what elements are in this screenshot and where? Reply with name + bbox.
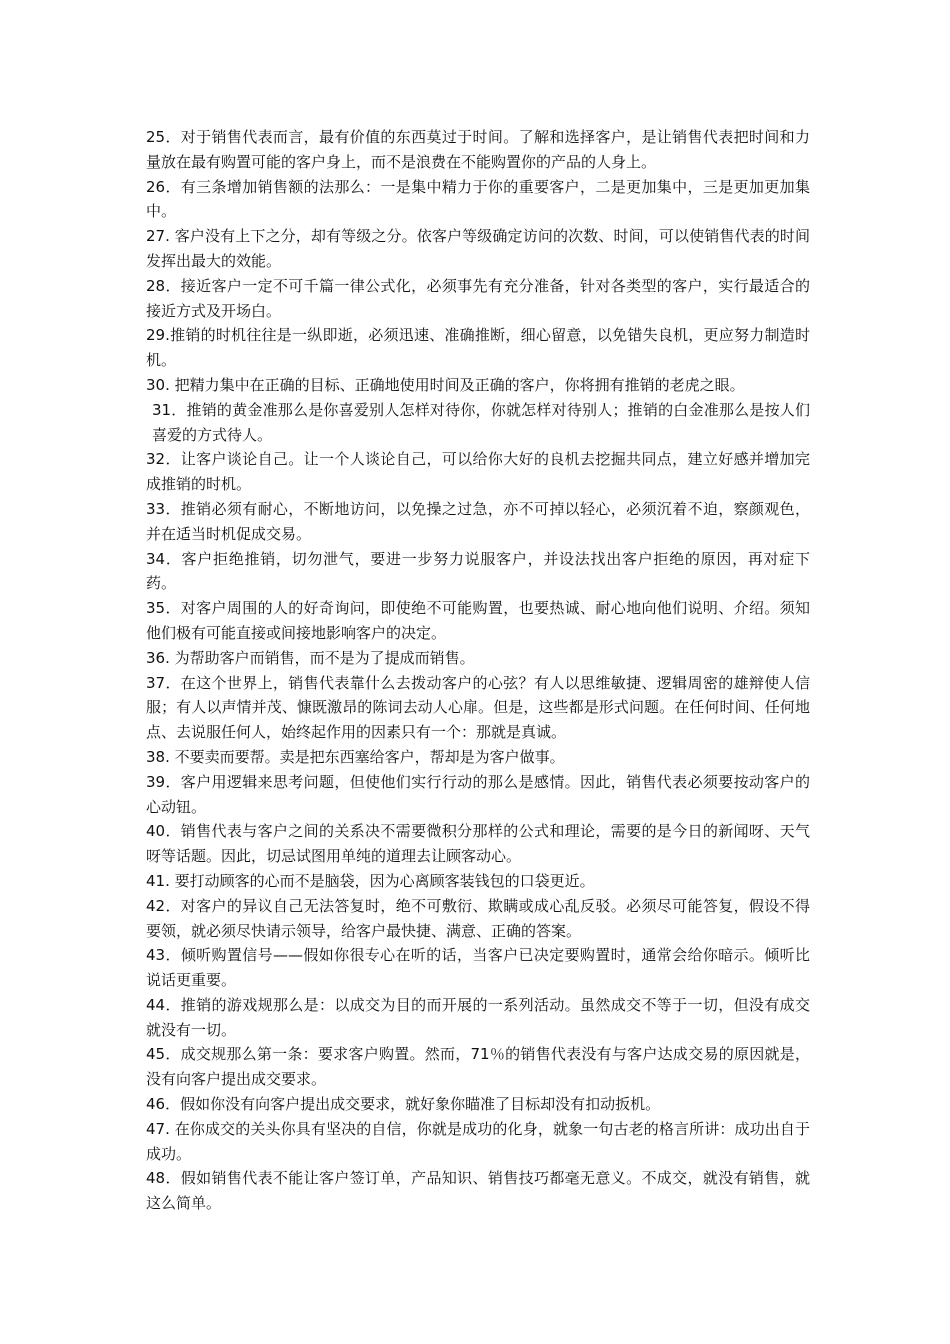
paragraph-45: 45．成交规那么第一条：要求客户购置。然而，71％的销售代表没有与客户达成交易的原因就是，没有向客户提出成交要求。 xyxy=(146,1045,810,1089)
document-body xyxy=(146,125,810,1216)
paragraph-29: 29.推销的时机往往是一纵即逝，必须迅速、准确推断，细心留意，以免错失良机，更应努力制造时机。 xyxy=(146,326,810,370)
paragraph-48: 48．假如销售代表不能让客户签订单，产品知识、销售技巧都毫无意义。不成交，就没有销售，就这么简单。 xyxy=(146,1169,810,1213)
paragraph-38: 38. 不要卖而要帮。卖是把东西塞给客户，帮却是为客户做事。 xyxy=(146,747,565,766)
paragraph-33: 33．推销必须有耐心，不断地访问，以免操之过急，亦不可掉以轻心，必须沉着不迫，察颜观色，并在适当时机促成交易。 xyxy=(146,499,810,543)
paragraph-25: 25．对于销售代表而言，最有价值的东西莫过于时间。了解和选择客户，是让销售代表把时间和力量放在最有购置可能的客户身上，而不是浪费在不能购置你的产品的人身上。 xyxy=(146,128,810,171)
paragraph-36: 36. 为帮助客户而销售，而不是为了提成而销售。 xyxy=(146,648,475,667)
paragraph-42: 42．对客户的异议自己无法答复时，绝不可敷衍、欺瞒或成心乱反驳。必须尽可能答复，假设不得要领，就必须尽快请示领导，给客户最快捷、满意、正确的答案。 xyxy=(146,896,810,940)
paragraph-27: 27. 客户没有上下之分，却有等级之分。依客户等级确定访问的次数、时间，可以使销售代表的时间发挥出最大的效能。 xyxy=(146,227,810,270)
paragraph-46: 46．假如你没有向客户提出成交要求，就好象你瞄准了目标却没有扣动扳机。 xyxy=(146,1095,661,1114)
paragraph-34: 34．客户拒绝推销，切勿泄气，要进一步努力说服客户，并设法找出客户拒绝的原因，再对症下药。 xyxy=(146,549,810,593)
paragraph-39: 39．客户用逻辑来思考问题，但使他们实行行动的那么是感情。因此，销售代表必须要按动客户的心动钮。 xyxy=(146,772,810,816)
paragraph-32: 32．让客户谈论自己。让一个人谈论自己，可以给你大好的良机去挖掘共同点，建立好感并增加完成推销的时机。 xyxy=(146,450,810,494)
paragraph-30: 30. 把精力集中在正确的目标、正确地使用时间及正确的客户，你将拥有推销的老虎之眼。 xyxy=(146,375,745,394)
paragraph-40: 40．销售代表与客户之间的关系决不需要微积分那样的公式和理论，需要的是今日的新闻呀、天气呀等话题。因此，切忌试图用单纯的道理去让顾客动心。 xyxy=(146,822,810,866)
paragraph-37: 37．在这个世界上，销售代表靠什么去拨动客户的心弦？有人以思维敏捷、逻辑周密的雄辩使人信服；有人以声情并茂、慷既激昂的陈词去动人心扉。但是，这些都是形式问题。在任何时间、任何地点、去说服任何人，始终起作用的因素只有一个：那就是真诚。 xyxy=(146,673,810,742)
paragraph-26: 26．有三条增加销售额的法那么：一是集中精力于你的重要客户，二是更加集中，三是更加更加集中。 xyxy=(146,177,810,221)
paragraph-41: 41. 要打动顾客的心而不是脑袋，因为心离顾客装钱包的口袋更近。 xyxy=(146,871,595,890)
paragraph-31: 31．推销的黄金准那么是你喜爱别人怎样对待你，你就怎样对待别人；推销的白金准那么是按人们喜爱的方式待人。 xyxy=(152,400,810,444)
paragraph-35: 35．对客户周围的人的好奇询问，即使绝不可能购置，也要热诚、耐心地向他们说明、介绍。须知他们极有可能直接或间接地影响客户的决定。 xyxy=(146,599,810,642)
paragraph-43: 43．倾听购置信号——假如你很专心在听的话，当客户已决定要购置时，通常会给你暗示。倾听比说话更重要。 xyxy=(146,946,810,990)
paragraph-28: 28．接近客户一定不可千篇一律公式化，必须事先有充分准备，针对各类型的客户，实行最适合的接近方式及开场白。 xyxy=(146,276,810,320)
paragraph-47: 47. 在你成交的关头你具有坚决的自信，你就是成功的化身，就象一句古老的格言所讲：成功出自于成功。 xyxy=(146,1119,810,1163)
paragraph-44: 44．推销的游戏规那么是：以成交为目的而开展的一系列活动。虽然成交不等于一切，但没有成交就没有一切。 xyxy=(146,995,810,1039)
